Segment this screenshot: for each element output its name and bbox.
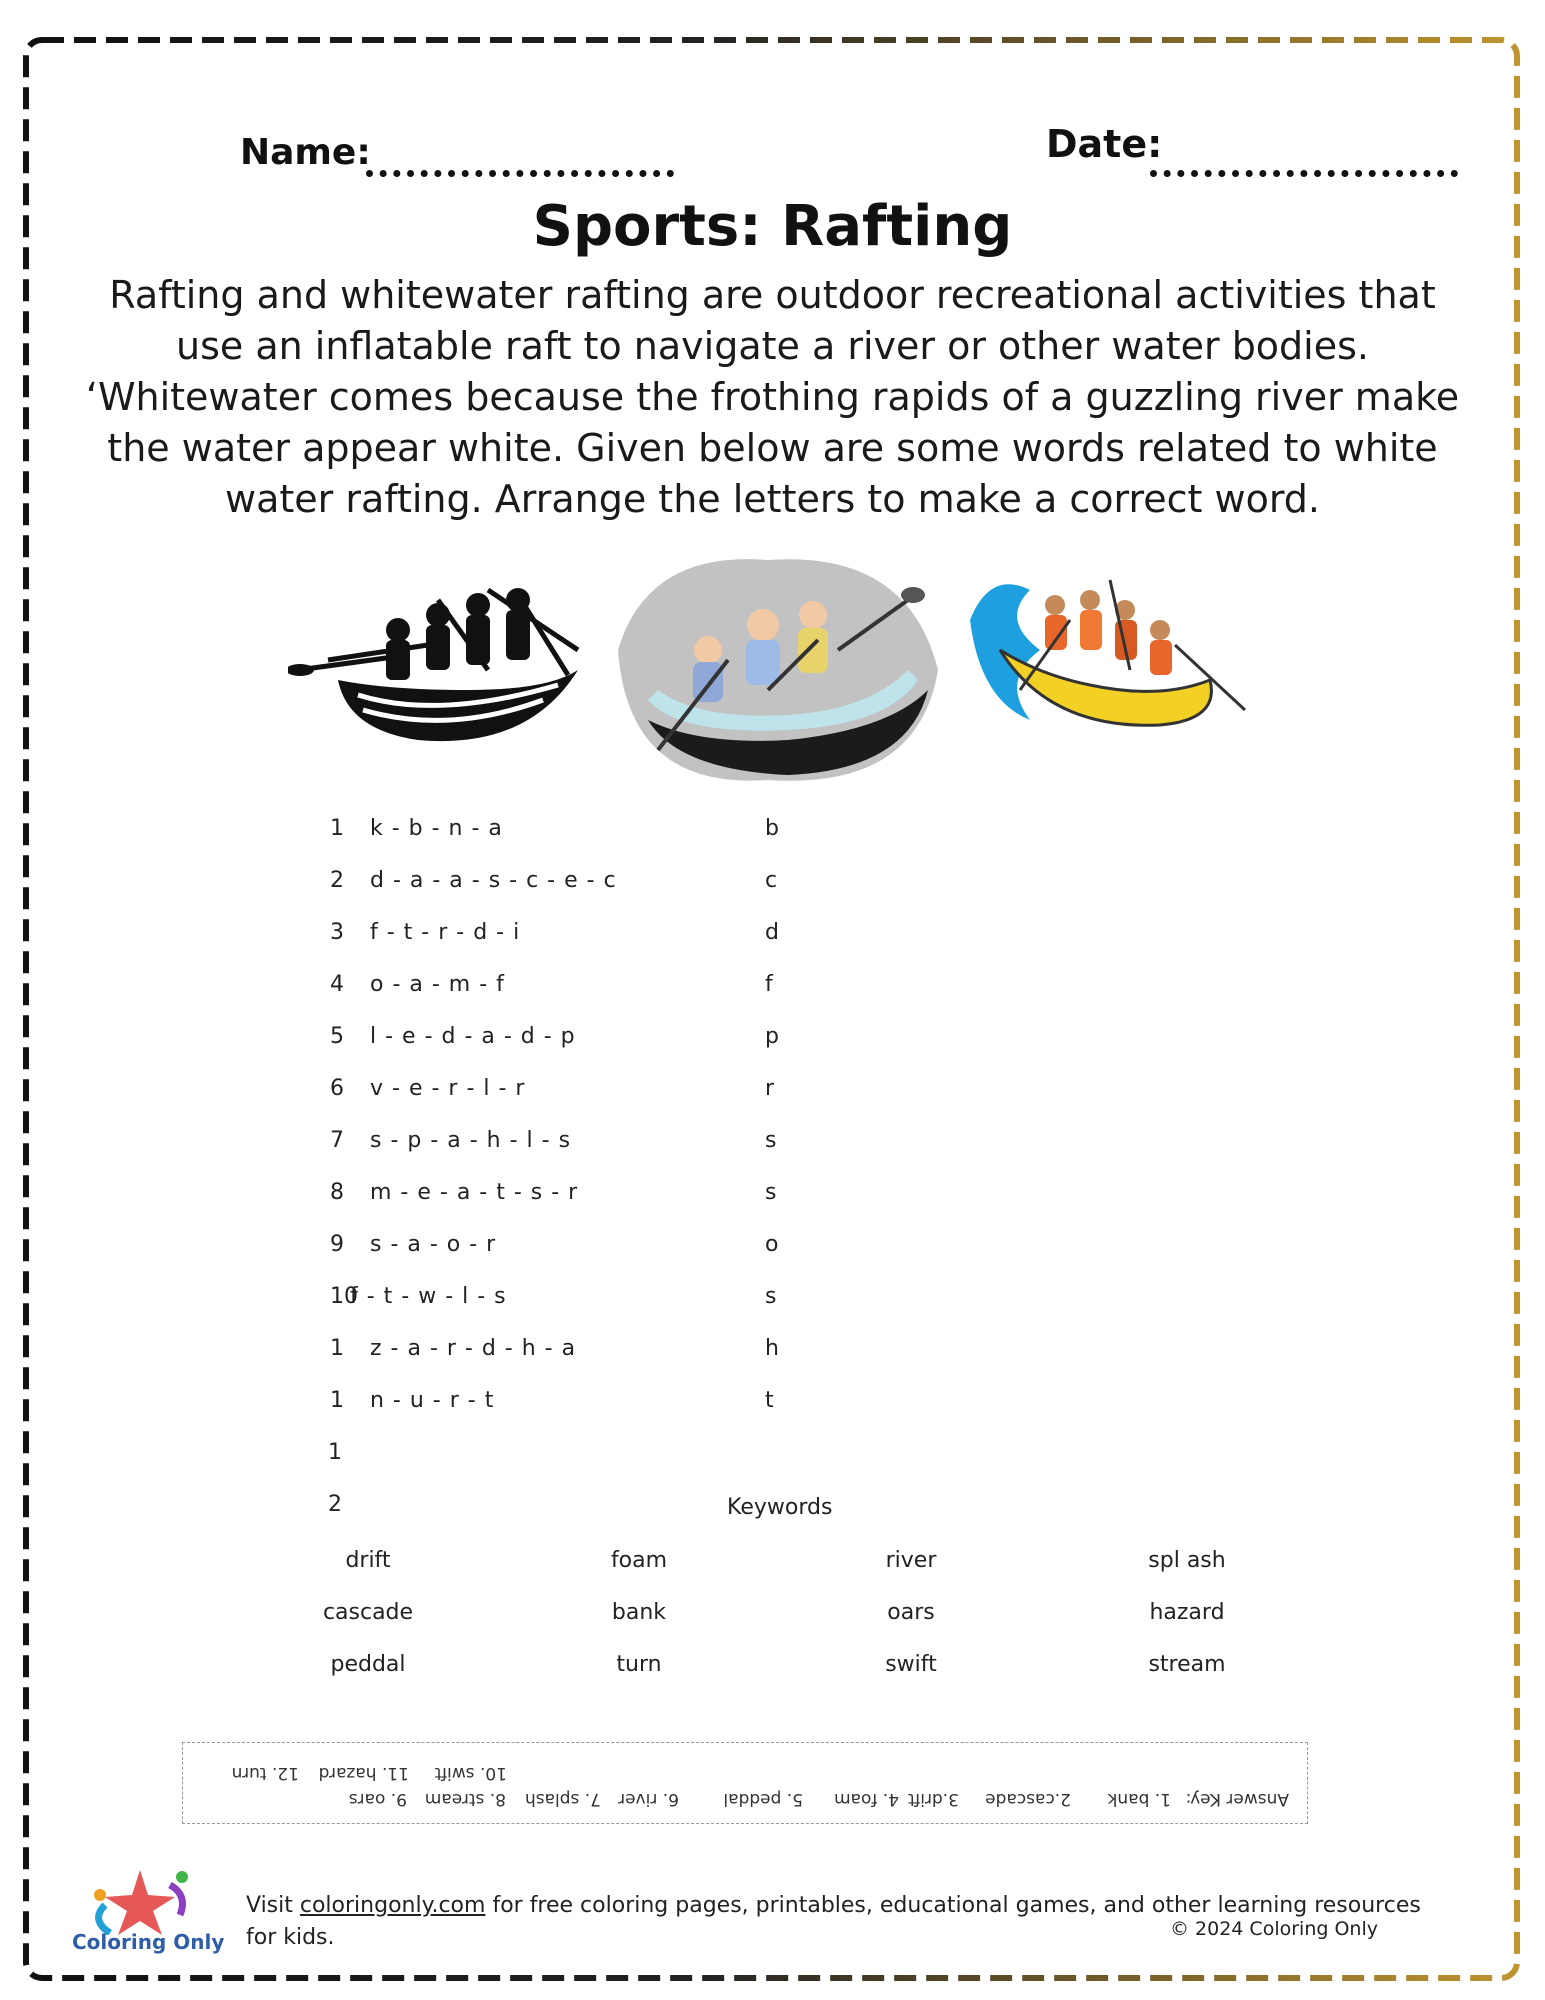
answer-first-letter[interactable]: r: [765, 1076, 775, 1101]
keyword-item: peddal: [330, 1652, 406, 1677]
keyword-item: foam: [610, 1548, 668, 1573]
name-field[interactable]: [366, 170, 674, 177]
answer-first-letter[interactable]: s: [765, 1128, 777, 1153]
copyright: © 2024 Coloring Only: [1170, 1918, 1378, 1940]
scrambled-word: o - a - m - f: [370, 972, 505, 997]
scrambled-word: n - u - r - t: [370, 1388, 495, 1413]
answer-first-letter[interactable]: p: [765, 1024, 779, 1049]
keyword-item: river: [885, 1548, 937, 1573]
keyword-item: hazard: [1149, 1600, 1225, 1625]
answer-first-letter[interactable]: c: [765, 868, 778, 893]
scrambled-word: m - e - a - t - s - r: [370, 1180, 579, 1205]
puzzle-number: 3: [330, 920, 344, 945]
scrambled-word: k - b - n - a: [370, 816, 503, 841]
keyword-item: cascade: [322, 1600, 414, 1625]
answer-key-box: [182, 1742, 1308, 1824]
answer-item: 8. stream: [424, 1789, 506, 1809]
answer-item: 7. splash: [524, 1789, 601, 1809]
scrambled-word: s - a - o - r: [370, 1232, 497, 1257]
answer-first-letter[interactable]: s: [765, 1284, 777, 1309]
puzzle-number: 1: [330, 1388, 344, 1413]
silhouette-raft-illustration: [288, 560, 588, 750]
puzzle-number: 5: [330, 1024, 344, 1049]
answer-first-letter[interactable]: d: [765, 920, 779, 945]
keyword-item: stream: [1148, 1652, 1226, 1677]
puzzle-number: 4: [330, 972, 344, 997]
answer-first-letter[interactable]: o: [765, 1232, 779, 1257]
scrambled-word: d - a - a - s - c - e - c: [370, 868, 617, 893]
puzzle-number: 6: [330, 1076, 344, 1101]
answer-item: 5. peddal: [723, 1789, 803, 1809]
keyword-item: turn: [616, 1652, 662, 1677]
answer-first-letter[interactable]: s: [765, 1180, 777, 1205]
scrambled-word: z - a - r - d - h - a: [370, 1336, 577, 1361]
date-field[interactable]: [1150, 170, 1458, 177]
footer-visit: Visit: [246, 1893, 300, 1918]
answer-item: 9. oars: [348, 1789, 407, 1809]
name-label: Name:: [240, 132, 371, 173]
answer-first-letter[interactable]: h: [765, 1336, 779, 1361]
site-link[interactable]: coloringonly.com: [299, 1893, 486, 1918]
answer-key-label: Answer Key:: [1185, 1789, 1289, 1809]
puzzle-number: 9: [330, 1232, 344, 1257]
keyword-item: oars: [887, 1600, 935, 1625]
puzzle-number: 7: [330, 1128, 344, 1153]
page-title: Sports: Rafting: [532, 194, 1013, 259]
puzzle-number: 1: [330, 1336, 344, 1361]
keyword-item: swift: [885, 1652, 937, 1677]
logo-text: Coloring Only: [72, 1930, 225, 1954]
answer-item: 6. river: [618, 1789, 679, 1809]
coloring-only-logo-icon: [70, 1865, 200, 1935]
scrambled-word: f - t - w - l - s: [350, 1284, 507, 1309]
scrambled-word: v - e - r - l - r: [370, 1076, 526, 1101]
answer-first-letter[interactable]: t: [765, 1388, 774, 1413]
answer-item: 4. foam: [834, 1789, 899, 1809]
date-label: Date:: [1046, 122, 1163, 166]
keywords-title: Keywords: [727, 1495, 833, 1520]
scrambled-word: f - t - r - d - i: [370, 920, 521, 945]
scrambled-word: s - p - a - h - l - s: [370, 1128, 572, 1153]
scrambled-word: l - e - d - a - d - p: [370, 1024, 576, 1049]
stray-number: 1: [328, 1440, 342, 1465]
answer-item: 3.drift: [907, 1789, 959, 1809]
cartoon-raft-illustration: [588, 530, 948, 800]
keyword-item: drift: [345, 1548, 391, 1573]
yellow-raft-illustration: [960, 560, 1260, 750]
answer-first-letter[interactable]: f: [765, 972, 773, 997]
keyword-item: spl ash: [1148, 1548, 1226, 1573]
footer-rest: for free coloring pages, printables, educational games, and other learning resources for kids.: [246, 1893, 1421, 1950]
answer-first-letter[interactable]: b: [765, 816, 779, 841]
stray-number: 2: [328, 1492, 342, 1517]
keyword-item: bank: [611, 1600, 667, 1625]
puzzle-number: 8: [330, 1180, 344, 1205]
puzzle-number: 1: [330, 816, 344, 841]
puzzle-number: 10: [330, 1284, 358, 1309]
intro-paragraph: Rafting and whitewater rafting are outdoor recreational activities that use an inflatable raft to navigate a river or other water bodies. ‘Whitewater comes because the frothing rapids of a guzzling river make the water appear white. Given below are some words related to white water rafting. Arrange the letters to make a correct word.: [85, 273, 1460, 521]
puzzle-number: 2: [330, 868, 344, 893]
answer-item: 10. swift: [434, 1763, 507, 1783]
answer-item: 11. hazard: [318, 1763, 409, 1783]
answer-item: 12. turn: [231, 1763, 299, 1783]
answer-item: 2.cascade: [985, 1789, 1071, 1809]
answer-item: 1. bank: [1107, 1789, 1171, 1809]
